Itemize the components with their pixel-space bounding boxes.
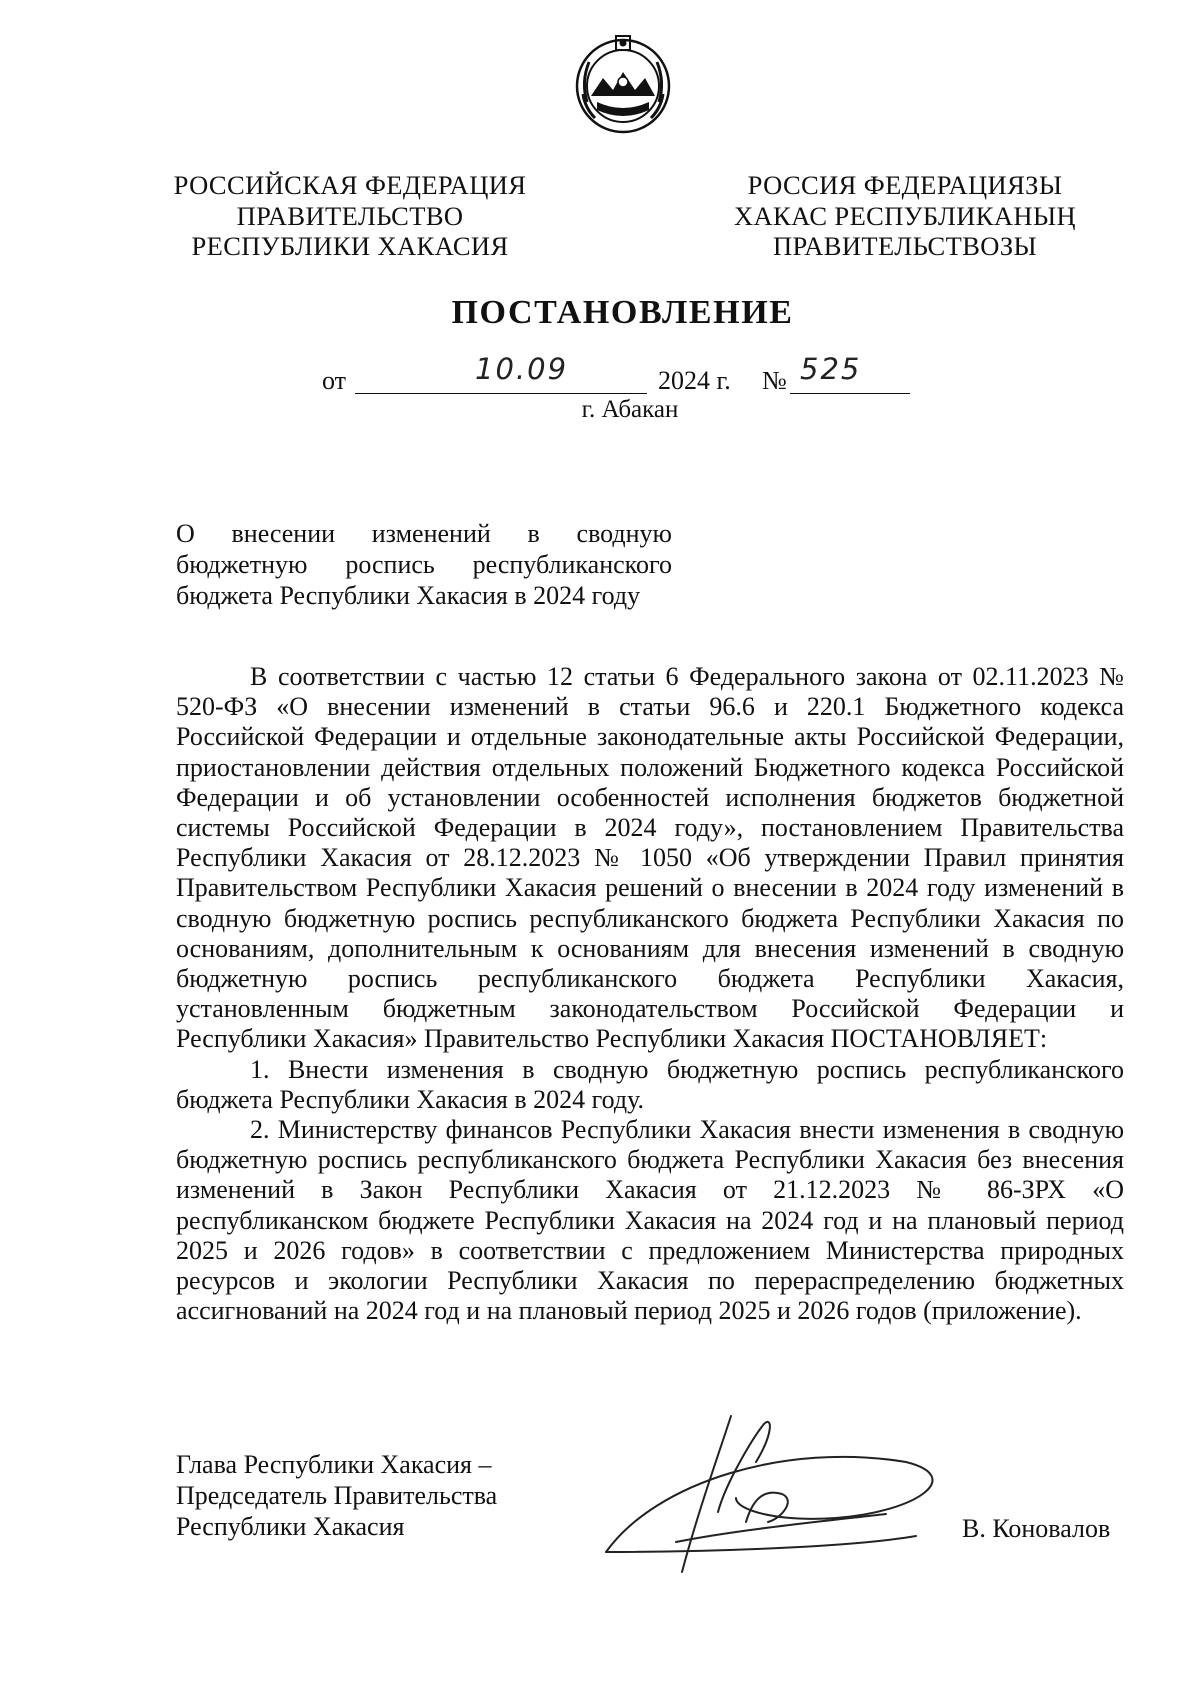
date-number-row <box>0 352 1200 398</box>
header-left-line-3: РЕСПУБЛИКИ ХАКАСИЯ <box>191 231 509 261</box>
signatory-title-line-1: Глава Республики Хакасия – <box>176 1450 492 1479</box>
body-paragraph-item-2: 2. Министерству финансов Республики Хакасия внести изменения в сводную бюджетную роспись республиканского бюджета Республики Хакасия без внесения изменений в Закон Республики Хакасия от 21.12.2023 № 86-ЗРХ «О республиканском бюджете Республики Хакасия на 2024 год и на плановый период 2025 и 2026 годов» в соответствии с предложением Министерства природных ресурсов и экологии Республики Хакасия по перераспределению бюджетных ассигнований на 2024 год и на плановый период 2025 и 2026 годов (приложение). <box>176 1115 1124 1326</box>
subject-line-1: О внесении изменений в сводную <box>176 519 672 548</box>
header-left-line-1: РОССИЙСКАЯ ФЕДЕРАЦИЯ <box>173 170 527 200</box>
document-body <box>176 662 1124 1326</box>
handwritten-date: 10.09 <box>475 352 569 386</box>
coat-of-arms-icon <box>573 32 673 136</box>
date-field <box>355 352 647 394</box>
signatory-title <box>176 1449 497 1542</box>
document-type-title: ПОСТАНОВЛЕНИЕ <box>451 294 794 331</box>
handwritten-signature-icon <box>586 1402 946 1582</box>
signatory-title-line-3: Республики Хакасия <box>176 1512 405 1541</box>
subject-line-2: бюджетную роспись республиканского <box>176 550 672 579</box>
body-paragraph-preamble: В соответствии с частью 12 статьи 6 Федерального закона от 02.11.2023 № 520-ФЗ «О внесении изменений в статьи 96.6 и 220.1 Бюджетного кодекса Российской Федерации и отдельные законодательные акты Российской Федерации, приостановлении действия отдельных положений Бюджетного кодекса Российской Федерации и об установлении особенностей исполнения бюджетов бюджетной системы Российской Федерации в 2024 году», постановлением Правительства Республики Хакасия от 28.12.2023 № 1050 «Об утверждении Правил принятия Правительством Республики Хакасия решений о внесении в 2024 году изменений в сводную бюджетную роспись республиканского бюджета Республики Хакасия по основаниям, дополнительным к основаниям для внесения изменений в сводную бюджетную роспись республиканского бюджета Республики Хакасия, установленным бюджетным законодательством Российской Федерации и Республики Хакасия» Правительство Республики Хакасия ПОСТАНОВЛЯЕТ: <box>176 662 1124 1054</box>
document-year: 2024 г. <box>658 366 731 395</box>
header-right-line-1: РОССИЯ ФЕДЕРАЦИЯЗЫ <box>747 170 1063 200</box>
number-field <box>790 352 910 394</box>
date-prefix: от <box>322 366 347 395</box>
header-right-line-3: ПРАВИТЕЛЬСТВОЗЫ <box>772 231 1038 261</box>
subject-line-3: бюджета Республики Хакасия в 2024 году <box>176 581 641 610</box>
header-right-line-2: ХАКАС РЕСПУБЛИКАНЫҢ <box>733 200 1077 231</box>
signatory-name: В. Коновалов <box>962 1514 1111 1543</box>
document-city: г. Абакан <box>581 396 679 423</box>
number-prefix: № <box>762 366 787 395</box>
handwritten-number: 525 <box>800 352 862 386</box>
document-subject <box>176 518 672 611</box>
signatory-title-line-2: Председатель Правительства <box>176 1481 498 1510</box>
body-paragraph-item-1: 1. Внести изменения в сводную бюджетную роспись республиканского бюджета Республики Хакасия в 2024 году. <box>176 1054 1124 1114</box>
header-left-russian <box>155 170 545 262</box>
header-left-line-2: ПРАВИТЕЛЬСТВО <box>236 200 464 231</box>
header-right-khakas <box>710 170 1100 262</box>
